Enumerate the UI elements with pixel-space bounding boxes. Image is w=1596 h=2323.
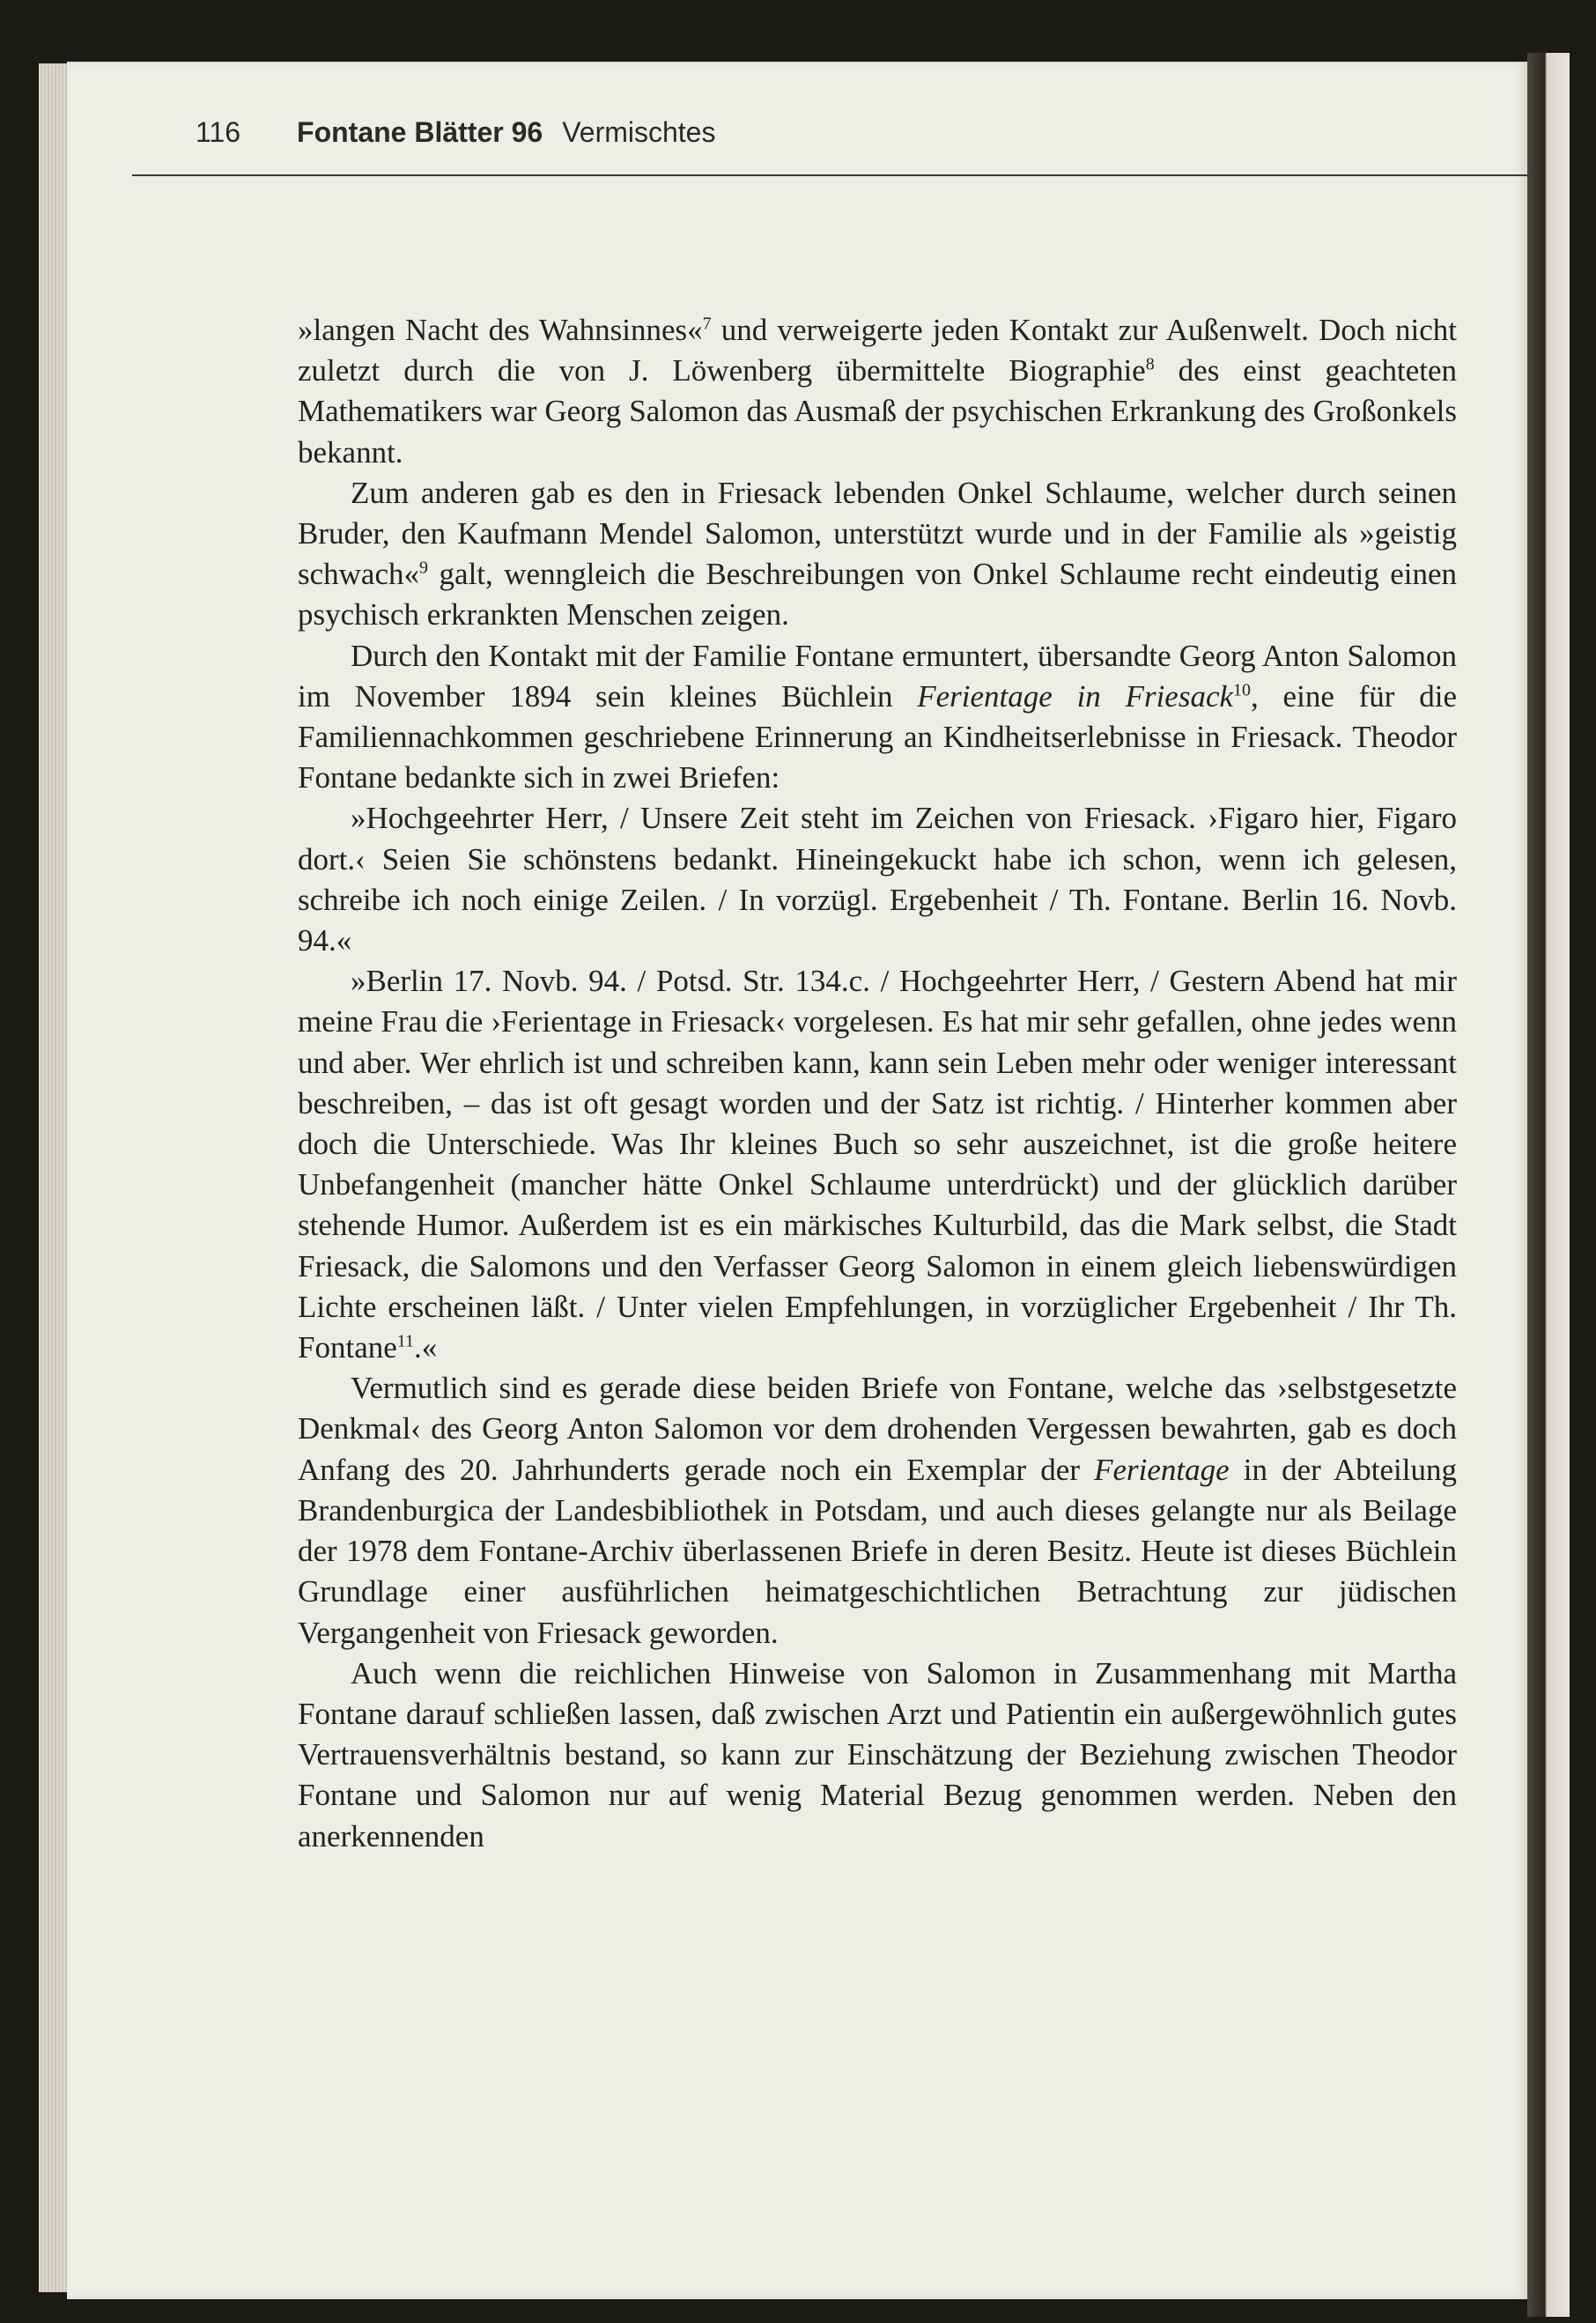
text-run: Auch wenn die reichlichen Hinweise von Salomon in Zusammenhang mit Martha Fontane darauf schließen lassen, daß zwischen Arzt und Patientin ein außergewöhnlich gutes Vertrauensverhältnis bestand, so kann zur Einschätzung der Beziehung zwischen Theodor Fontane und Salomon nur auf wenig Material Bezug genommen werden. Neben den anerkennenden xyxy=(298,1655,1457,1853)
running-head xyxy=(196,116,715,155)
text-run: .« xyxy=(414,1330,438,1365)
text-run: Durch den Kontakt mit der Familie Fontane ermuntert, übersandte Georg Anton Salomon im November 1894 sein kleines Büchlein xyxy=(298,638,1457,714)
text-run: »Berlin 17. Novb. 94. / Potsd. Str. 134.c. / Hochgeehrter Herr, / Gestern Abend hat mir meine Frau die ›Ferientage in Friesack‹ vorgelesen. Es hat mir sehr gefallen, ohne jedes wenn und aber. Wer ehrlich ist und schreiben kann, kann sein Leben mehr oder weniger interessant beschreiben, – das ist oft gesagt worden und der Satz ist richtig. / Hinterher kommen aber doch die Unterschiede. Was Ihr kleines Buch so sehr auszeichnet, ist die große heitere Unbefangenheit (mancher hätte Onkel Schlaume unterdrückt) und der glücklich darüber stehende Humor. Außerdem ist es ein märkisches Kulturbild, das die Mark selbst, die Stadt Friesack, die Salomons und den Verfasser Georg Salomon in einem gleich liebenswürdigen Lichte erscheinen läßt. / Unter vielen Empfehlungen, in vorzüglicher Ergebenheit / Ihr Th. Fontane xyxy=(298,964,1457,1365)
italic-title: Ferientage in Friesack xyxy=(917,678,1234,714)
paragraph xyxy=(298,636,1457,799)
paragraph xyxy=(298,961,1457,1368)
text-run: Vermutlich sind es gerade diese beiden Briefe von Fontane, welche das ›selbstgesetzte Denkmal‹ des Georg Anton Salomon vor dem drohenden Vergessen bewahrten, gab es doch Anfang des 20. Jahrhunderts gerade noch ein Exemplar der xyxy=(298,1371,1457,1487)
page-number: 116 xyxy=(196,116,241,148)
header-rule xyxy=(132,174,1527,176)
paragraph xyxy=(298,798,1457,961)
text-run: in der Abteilung Brandenburgica der Landesbibliothek in Potsdam, und auch dieses gelangte nur als Beilage der 1978 dem Fontane-Archiv überlassenen Briefe in deren Besitz. Heute ist dieses Büchlein Grundlage einer ausführlichen heimatgeschichtlichen Betrachtung zur jüdischen Vergangenheit von Friesack geworden. xyxy=(298,1452,1458,1650)
body-text xyxy=(298,310,1457,1857)
text-run: des einst geachteten Mathematikers war Georg Salomon das Ausmaß der psychischen Erkrankung des Großonkels bekannt. xyxy=(298,353,1457,470)
section-name: Vermischtes xyxy=(562,116,716,148)
text-run: galt, wenngleich die Beschreibungen von Onkel Schlaume recht eindeutig einen psychisch erkrankten Menschen zeigen. xyxy=(298,557,1457,633)
paragraph xyxy=(298,1653,1457,1857)
footnote-marker: 9 xyxy=(419,558,429,578)
text-run: und verweigerte jeden Kontakt zur Außenwelt. Doch nicht zuletzt durch die von J. Löwenberg übermittelte Biographie xyxy=(298,313,1457,388)
footnote-marker: 11 xyxy=(396,1331,415,1351)
facing-page-edge xyxy=(1527,53,1570,2317)
text-run: »Hochgeehrter Herr, / Unsere Zeit steht im Zeichen von Friesack. ›Figaro hier, Figaro dort.‹ Seien Sie schönstens bedankt. Hineingekuckt habe ich schon, wenn ich gelesen, schreibe ich noch einige Zeilen. / In vorzügl. Ergebenheit / Th. Fontane. Berlin 16. Novb. 94.« xyxy=(298,801,1457,958)
paragraph xyxy=(298,1368,1457,1653)
text-run: Zum anderen gab es den in Friesack lebenden Onkel Schlaume, welcher durch seinen Bruder, den Kaufmann Mendel Salomon, unterstützt wurde und in der Familie als »geistig schwach« xyxy=(298,475,1457,592)
italic-title: Ferientage xyxy=(1094,1452,1230,1487)
footnote-marker: 10 xyxy=(1233,680,1252,700)
footnote-marker: 8 xyxy=(1145,354,1155,374)
journal-title: Fontane Blätter 96 xyxy=(297,116,543,148)
paragraph xyxy=(298,310,1457,473)
paragraph xyxy=(298,473,1457,636)
text-run: , eine für die Familiennachkommen geschriebene Erinnerung an Kindheitserlebnisse in Friesack. Theodor Fontane bedankte sich in zwei Briefen: xyxy=(298,678,1457,795)
footnote-marker: 7 xyxy=(702,314,712,334)
text-run: »langen Nacht des Wahnsinnes« xyxy=(298,313,703,347)
